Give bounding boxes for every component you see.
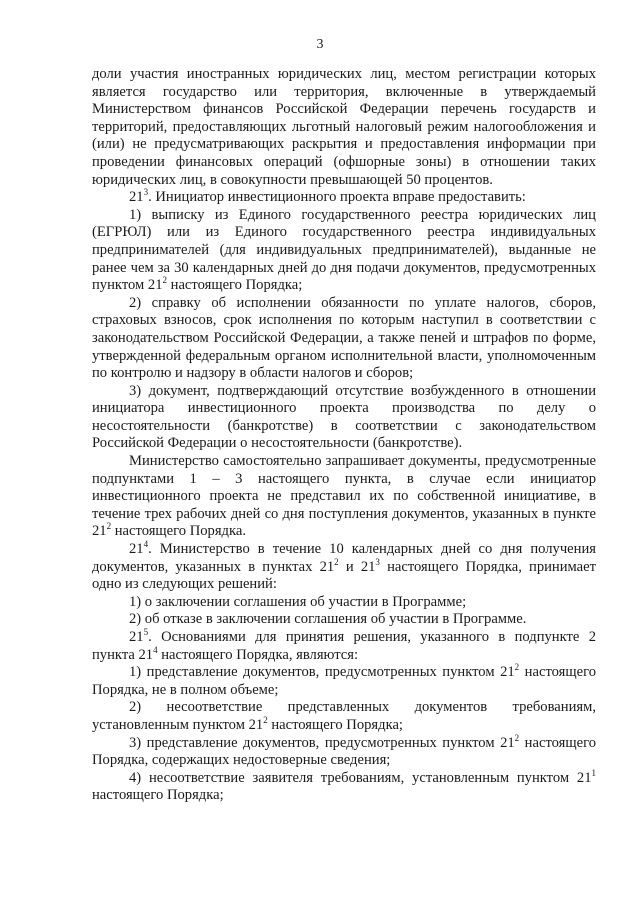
paragraph-text: 3) представление документов, предусмотренных пунктом 21 <box>129 734 515 751</box>
superscript: 2 <box>514 662 520 673</box>
paragraph <box>92 66 596 189</box>
superscript: 2 <box>162 275 167 286</box>
superscript: 5 <box>143 627 149 638</box>
paragraph <box>92 541 596 594</box>
page-number: 3 <box>316 37 324 52</box>
superscript: 4 <box>153 644 158 655</box>
superscript: 1 <box>591 767 596 778</box>
document-body <box>92 66 596 805</box>
paragraph <box>92 594 596 612</box>
paragraph-text: настоящего Порядка, принимает одно из следующих решений: <box>92 558 597 593</box>
paragraph <box>92 767 596 805</box>
paragraph-text: . Министерство в течение 10 календарных дней со дня получения документов, указанных в пунктах 21 <box>92 541 596 575</box>
paragraph-text: настоящего Порядка, содержащих недостоверные сведения; <box>92 734 596 769</box>
paragraph-text: настоящего Порядка. <box>111 523 246 540</box>
superscript: 3 <box>143 187 149 198</box>
paragraph <box>92 732 596 770</box>
paragraph-text: 1) о заключении соглашения об участии в Программе; <box>129 593 467 610</box>
paragraph-text: 2) справку об исполнении обязанности по уплате налогов, сборов, страховых взносов, срок исполнения по которым наступил в соответствии с законодательством Российской Федерации, а также пеней и штрафов по форме, утвержденной федеральным органом исполнительной власти, уполномоченным по контролю и надзору в области налогов и сборов; <box>92 294 596 382</box>
paragraph-text: Министерство самостоятельно запрашивает документы, предусмотренные подпунктами 1 – 3 настоящего пункта, в случае если инициатор инвестиционного проекта не представил их по собственной инициативе, в течение трех рабочих дней со дня поступления документов, указанных в пункте 21 <box>92 453 596 540</box>
paragraph-text: настоящего Порядка, являются: <box>157 646 359 663</box>
superscript: 3 <box>375 556 380 567</box>
paragraph-text: доли участия иностранных юридических лиц, местом регистрации которых является государство или территория, включенные в утверждаемый Министерством финансов Российской Федерации перечень государств и территорий, предоставляющих льготный налоговый режим налогообложения и (или) не предусматривающих раскрытия и предоставления информации при проведении финансовых операций (офшорные зоны) в отношении таких юридических лиц, в совокупности превышающей 50 процентов. <box>92 66 596 188</box>
paragraph-text: настоящего Порядка; <box>267 716 403 733</box>
superscript: 4 <box>143 539 149 550</box>
paragraph-text: настоящего Порядка; <box>167 277 303 294</box>
paragraph <box>92 453 596 541</box>
paragraph-text: 2) об отказе в заключении соглашения об участии в Программе. <box>129 611 527 628</box>
superscript: 2 <box>106 521 112 532</box>
paragraph-text: 3) документ, подтверждающий отсутствие возбужденного в отношении инициатора инвестиционного проекта производства по делу о несостоятельности (банкротстве) в соответствии с законодательством Российской Федерации о несостоятельности (банкротстве). <box>92 382 596 452</box>
paragraph-text: . Основаниями для принятия решения, указанного в подпункте 2 пункта 21 <box>92 629 596 663</box>
paragraph <box>92 611 596 629</box>
paragraph-text: 1) представление документов, предусмотренных пунктом 21 <box>129 664 515 681</box>
paragraph <box>92 664 596 699</box>
paragraph-text: 4) несоответствие заявителя требованиям, установленным пунктом 21 <box>129 769 592 786</box>
paragraph-text: и 21 <box>338 558 376 575</box>
paragraph-text: 21 <box>129 189 144 206</box>
paragraph <box>92 189 596 207</box>
paragraph-text: настоящего Порядка, не в полном объеме; <box>92 664 596 698</box>
paragraph <box>92 207 596 295</box>
paragraph <box>92 383 596 453</box>
paragraph-text: 21 <box>129 541 144 558</box>
paragraph <box>92 699 596 734</box>
superscript: 2 <box>514 732 520 743</box>
paragraph-text: 21 <box>129 629 144 645</box>
paragraph-text: . Инициатор инвестиционного проекта вправе предоставить: <box>148 189 526 206</box>
paragraph-text: 2) несоответствие представленных документов требованиям, установленным пунктом 21 <box>92 699 596 733</box>
superscript: 2 <box>263 715 268 726</box>
paragraph-text: 1) выписку из Единого государственного реестра юридических лиц (ЕГРЮЛ) или из Единого государственного реестра индивидуальных предпринимателей (для индивидуальных предпринимателей), выданные не ранее чем за 30 календарных дней до дня подачи документов, предусмотренных пунктом 21 <box>92 206 596 294</box>
paragraph <box>92 629 596 664</box>
paragraph <box>92 295 596 383</box>
paragraph-text: настоящего Порядка; <box>92 787 224 804</box>
superscript: 2 <box>334 556 339 567</box>
